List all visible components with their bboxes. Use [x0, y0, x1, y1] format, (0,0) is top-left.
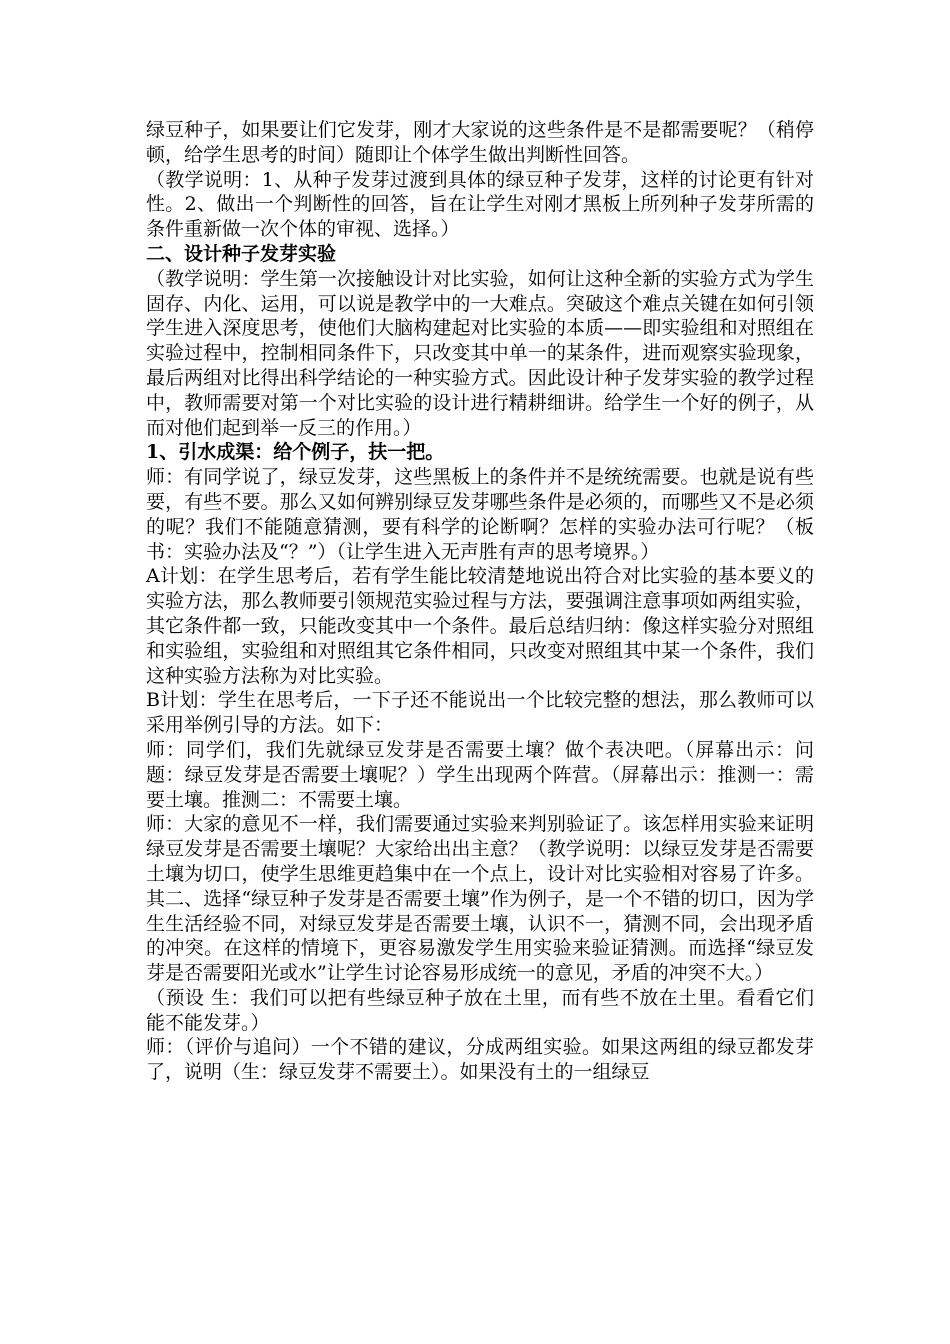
paragraph-teacher-verify: 师：大家的意见不一样，我们需要通过实验来判别验证了。该怎样用实验来证明绿豆发芽是否需要土壤呢？大家给出出主意？（教学说明：以绿豆发芽是否需要土壤为切口，使学生思维更趋集中在一个点上，设计对比实验相对容易了许多。其二、选择“绿豆种子发芽是否需要土壤”作为例子，是一个不错的切口，因为学生生活经验不同，对绿豆发芽是否需要土壤，认识不一，猜测不同，会出现矛盾的冲突。在这样的情境下，更容易激发学生用实验来验证猜测。而选择“绿豆发芽是否需要阳光或水”让学生讨论容易形成统一的意见，矛盾的冲突不大。）	[146, 813, 814, 985]
paragraph-plan-b: B计划：学生在思考后，一下子还不能说出一个比较完整的想法，那么教师可以采用举例引导的方法。如下：	[146, 689, 814, 737]
subsection-heading-example: 1、引水成渠：给个例子，扶一把。	[146, 441, 445, 464]
paragraph-teacher-vote: 师：同学们，我们先就绿豆发芽是否需要土壤？做个表决吧。（屏幕出示：问题：绿豆发芽是否需要土壤呢？）学生出现两个阵营。（屏幕出示：推测一：需要土壤。推测二：不需要土壤。	[146, 738, 814, 811]
paragraph-teacher-evaluate: 师：（评价与追问）一个不错的建议，分成两组实验。如果这两组的绿豆都发芽了，说明（生：绿豆发芽不需要土）。如果没有土的一组绿豆	[146, 1036, 814, 1084]
paragraph-student-preset: （预设 生：我们可以把有些绿豆种子放在土里，而有些不放在土里。看看它们能不能发芽。）	[146, 986, 814, 1034]
document-page	[146, 118, 814, 1085]
paragraph-teaching-note-1: （教学说明：1、从种子发芽过渡到具体的绿豆种子发芽，这样的讨论更有针对性。2、做出一个判断性的回答，旨在让学生对刚才黑板上所列种子发芽所需的条件重新做一次个体的审视、选择。）	[146, 168, 814, 241]
section-heading-design-experiment: 二、设计种子发芽实验	[146, 242, 337, 265]
paragraph-intro-question: 绿豆种子，如果要让们它发芽，刚才大家说的这些条件是不是都需要呢？（稍停顿，给学生思考的时间）随即让个体学生做出判断性回答。	[146, 119, 814, 166]
paragraph-teaching-note-2: （教学说明：学生第一次接触设计对比实验，如何让这种全新的实验方式为学生固存、内化、运用，可以说是教学中的一大难点。突破这个难点关键在如何引领学生进入深度思考，使他们大脑构建起对比实验的本质——即实验组和对照组在实验过程中，控制相同条件下，只改变其中单一的某条件，进而观察实验现象，最后两组对比得出科学结论的一种实验方式。因此设计种子发芽实验的教学过程中，教师需要对第一个对比实验的设计进行精耕细讲。给学生一个好的例子，从而对他们起到举一反三的作用。）	[146, 267, 814, 439]
paragraph-teacher-question: 师：有同学说了，绿豆发芽，这些黑板上的条件并不是统统需要。也就是说有些要，有些不要。那么又如何辨别绿豆发芽哪些条件是必须的，而哪些又不是必须的呢？我们不能随意猜测，要有科学的论断啊？怎样的实验办法可行呢？（板书：实验办法及“？”）（让学生进入无声胜有声的思考境界。）	[146, 466, 814, 563]
paragraph-plan-a: A计划：在学生思考后，若有学生能比较清楚地说出符合对比实验的基本要义的实验方法，那么教师要引领规范实验过程与方法，要强调注意事项如两组实验，其它条件都一致，只能改变其中一个条件。最后总结归纳：像这样实验分对照组和实验组，实验组和对照组其它条件相同，只改变对照组其中某一个条件，我们这种实验方法称为对比实验。	[146, 565, 814, 687]
